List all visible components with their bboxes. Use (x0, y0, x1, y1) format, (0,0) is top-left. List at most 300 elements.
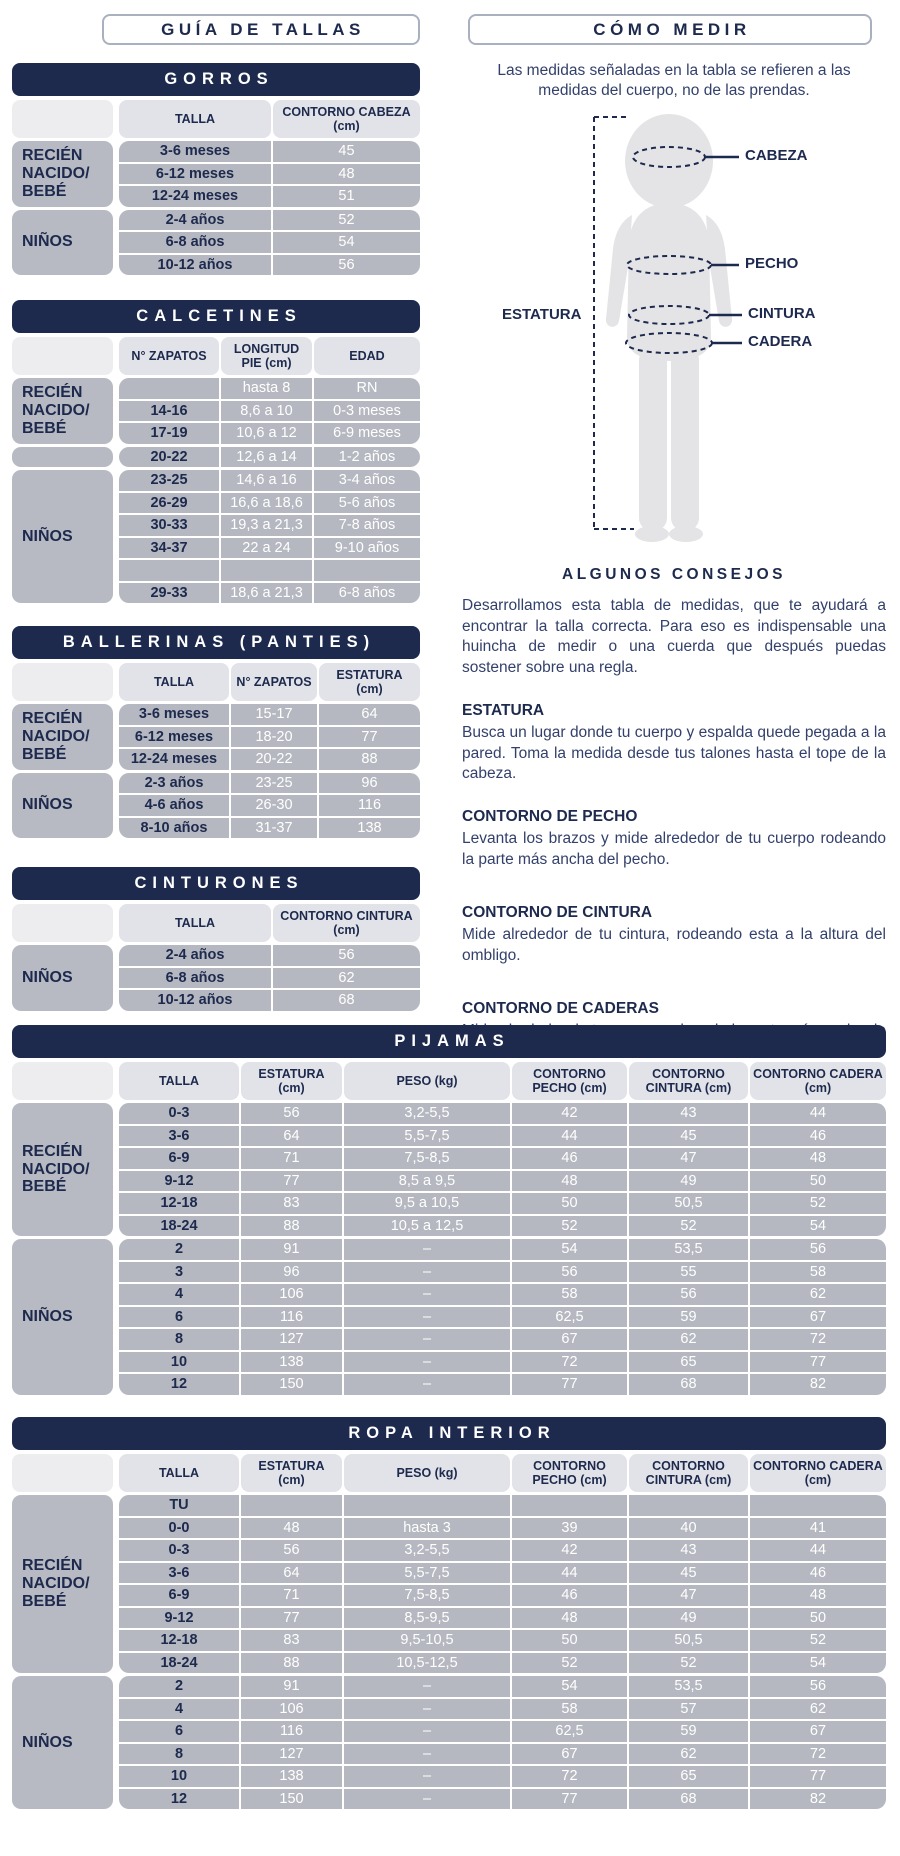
table-cell: 17-19 (119, 423, 219, 444)
table-header-cells (119, 337, 420, 375)
table-cell: 3 (119, 1262, 239, 1283)
table-group (12, 210, 420, 276)
table-cell: 48 (750, 1585, 886, 1606)
table-cell (119, 560, 219, 581)
table-cell: 64 (241, 1126, 342, 1147)
table-header-row (12, 337, 420, 375)
table-cell: 82 (750, 1789, 886, 1810)
table-cell: 65 (629, 1766, 748, 1787)
table-cell: 67 (512, 1744, 627, 1765)
table-cell: 5,5-7,5 (344, 1563, 510, 1584)
table-header-empty (12, 1454, 113, 1492)
table-cell: 45 (629, 1126, 748, 1147)
cinturones-title-bar: CINTURONES (12, 867, 420, 900)
table-cell: 47 (629, 1148, 748, 1169)
table-cell: 58 (750, 1262, 886, 1283)
group-label: NIÑOS (12, 210, 113, 276)
column-header: PESO (kg) (344, 1454, 510, 1492)
table-cell: 68 (273, 990, 420, 1011)
table-cell: 0-3 (119, 1540, 239, 1561)
group-data (119, 1103, 886, 1236)
table-header-row (12, 904, 420, 942)
table-cell: 58 (512, 1284, 627, 1305)
table-header-cells (119, 1062, 886, 1100)
table-cell: 9,5-10,5 (344, 1630, 510, 1651)
table-cell: – (344, 1374, 510, 1395)
calcetines-title-bar: CALCETINES (12, 300, 420, 333)
table-cell: 44 (750, 1540, 886, 1561)
column-header: CONTORNO CINTURA (cm) (629, 1454, 748, 1492)
table-cell: – (344, 1262, 510, 1283)
table-cell: 77 (750, 1766, 886, 1787)
table-header-empty (12, 904, 113, 942)
table-cell: 8 (119, 1744, 239, 1765)
table-cell: 56 (629, 1284, 748, 1305)
table-header-empty (12, 100, 113, 138)
como-medir-title-text: CÓMO MEDIR (593, 19, 751, 39)
table-cell: 77 (241, 1171, 342, 1192)
table-cell: 10-12 años (119, 255, 271, 276)
table-cell: 18-24 (119, 1216, 239, 1237)
table-group (12, 1239, 886, 1395)
table-cell: 48 (273, 164, 420, 185)
table-cell: 46 (512, 1585, 627, 1606)
table-cell: 6-9 (119, 1585, 239, 1606)
table-header-cells (119, 1454, 886, 1492)
table-cell: 96 (319, 773, 420, 794)
column-header: CONTORNO PECHO (cm) (512, 1062, 627, 1100)
table-cell: 116 (241, 1721, 342, 1742)
table-cell: 52 (273, 210, 420, 231)
table-cell: 4 (119, 1699, 239, 1720)
table-cell: 10 (119, 1352, 239, 1373)
column-header: TALLA (119, 1062, 239, 1100)
group-label: NIÑOS (12, 1239, 113, 1395)
table-cell: 54 (273, 232, 420, 253)
table-group (12, 1495, 886, 1673)
pijamas-title-bar: PIJAMAS (12, 1025, 886, 1058)
table-cell: 12 (119, 1374, 239, 1395)
table-cell: 26-30 (231, 795, 317, 816)
table-cell: 44 (512, 1563, 627, 1584)
table-cell: 72 (512, 1352, 627, 1373)
table-group (12, 1676, 886, 1809)
table-cell (119, 378, 219, 399)
table-cell: hasta 3 (344, 1518, 510, 1539)
table-cell: 43 (629, 1540, 748, 1561)
table-cell: 26-29 (119, 493, 219, 514)
table-cell: 91 (241, 1676, 342, 1697)
table-cell: 9,5 a 10,5 (344, 1193, 510, 1214)
column-header: PESO (kg) (344, 1062, 510, 1100)
table-group (12, 141, 420, 207)
table-cell: RN (314, 378, 420, 399)
table-cell: 51 (273, 186, 420, 207)
group-data (119, 945, 420, 1011)
page-title (102, 14, 420, 45)
column-header: N° ZAPATOS (231, 663, 317, 701)
table-cell (344, 1495, 510, 1516)
table-group (12, 470, 420, 603)
table-group (12, 773, 420, 839)
table-cell: 56 (750, 1239, 886, 1260)
table-cell: 53,5 (629, 1239, 748, 1260)
column-header: CONTORNO CADERA (cm) (750, 1454, 886, 1492)
table-header-empty (12, 1062, 113, 1100)
table-cell: 52 (750, 1630, 886, 1651)
table-cell: 67 (750, 1721, 886, 1742)
column-header: EDAD (314, 337, 420, 375)
table-cell: 6 (119, 1721, 239, 1742)
table-cell: 0-3 (119, 1103, 239, 1124)
cadera-label: CADERA (748, 333, 813, 351)
como-medir-title (468, 14, 872, 45)
table-cell: 8,6 a 10 (221, 401, 312, 422)
column-header: LONGITUD PIE (cm) (221, 337, 312, 375)
section-heading: CONTORNO DE PECHO (462, 808, 638, 826)
column-header: TALLA (119, 904, 271, 942)
table-cell: 83 (241, 1193, 342, 1214)
table-cell: 52 (512, 1653, 627, 1674)
table-header-cells (119, 904, 420, 942)
table-cell: 6-8 años (314, 583, 420, 604)
table-cell: 150 (241, 1789, 342, 1810)
table-cell: 6-12 meses (119, 727, 229, 748)
table-cell: 8,5 a 9,5 (344, 1171, 510, 1192)
table-cell: hasta 8 (221, 378, 312, 399)
column-header: ESTATURA (cm) (319, 663, 420, 701)
table-cell: 8-10 años (119, 818, 229, 839)
ropa-title-bar: ROPA INTERIOR (12, 1417, 886, 1450)
section-text: Busca un lugar donde tu cuerpo y espalda quede pegada a la pared. Toma la medida desde tus talones hasta el tope de la cabeza. (462, 724, 886, 782)
table-cell: 77 (319, 727, 420, 748)
column-header: CONTORNO CINTURA (cm) (629, 1062, 748, 1100)
group-label (12, 447, 113, 468)
table-cell: 3,2-5,5 (344, 1103, 510, 1124)
table-cell: 34-37 (119, 538, 219, 559)
table-header-row (12, 1062, 886, 1100)
table-cell: 83 (241, 1630, 342, 1651)
table-cell: – (344, 1329, 510, 1350)
table-cell: – (344, 1744, 510, 1765)
como-medir-panel (462, 14, 886, 1062)
table-cell: – (344, 1766, 510, 1787)
table-cell: 18-20 (231, 727, 317, 748)
table-cell: 127 (241, 1329, 342, 1350)
table-cell: 88 (241, 1216, 342, 1237)
group-label: RECIÉN NACIDO/ BEBÉ (12, 378, 113, 444)
table-cell: 29-33 (119, 583, 219, 604)
group-label: RECIÉN NACIDO/ BEBÉ (12, 141, 113, 207)
table-cell: 62,5 (512, 1307, 627, 1328)
table-cell: 56 (241, 1540, 342, 1561)
table-cell: 68 (629, 1374, 748, 1395)
cinturones-table (12, 867, 420, 1011)
table-cell: 3-6 meses (119, 704, 229, 725)
group-label: RECIÉN NACIDO/ BEBÉ (12, 704, 113, 770)
table-cell: 72 (512, 1766, 627, 1787)
table-cell: 12-24 meses (119, 749, 229, 770)
table-cell: 4-6 años (119, 795, 229, 816)
table-cell: 116 (241, 1307, 342, 1328)
group-data (119, 1495, 886, 1673)
table-cell: 59 (629, 1721, 748, 1742)
consejos-title: ALGUNOS CONSEJOS (562, 566, 786, 584)
gorros-title-bar: GORROS (12, 63, 420, 96)
table-cell (221, 560, 312, 581)
table-cell: 62 (273, 968, 420, 989)
table-cell: 7-8 años (314, 515, 420, 536)
table-cell: 56 (273, 945, 420, 966)
table-cell: 12-18 (119, 1193, 239, 1214)
table-cell: 6-9 meses (314, 423, 420, 444)
table-cell: 12-24 meses (119, 186, 271, 207)
table-cell: 52 (750, 1193, 886, 1214)
table-cell: – (344, 1352, 510, 1373)
table-cell: 23-25 (119, 470, 219, 491)
table-cell: – (344, 1789, 510, 1810)
table-group (12, 945, 420, 1011)
ballerinas-table (12, 626, 420, 838)
table-cell: 49 (629, 1171, 748, 1192)
table-cell: 71 (241, 1148, 342, 1169)
table-group (12, 378, 420, 444)
page-title-text: GUÍA DE TALLAS (161, 19, 365, 39)
column-header: ESTATURA (cm) (241, 1454, 342, 1492)
table-cell: 88 (319, 749, 420, 770)
table-cell: 2-4 años (119, 210, 271, 231)
table-cell: 67 (512, 1329, 627, 1350)
table-cell (241, 1495, 342, 1516)
column-header: TALLA (119, 1454, 239, 1492)
child-silhouette-illustration (462, 109, 886, 556)
table-cell: 3-6 meses (119, 141, 271, 162)
group-label: RECIÉN NACIDO/ BEBÉ (12, 1103, 113, 1236)
table-cell: 50 (750, 1171, 886, 1192)
table-cell: 3-6 (119, 1563, 239, 1584)
como-medir-intro: Las medidas señaladas en la tabla se refieren a las medidas del cuerpo, no de las prendas. (497, 62, 851, 100)
table-cell: 6-12 meses (119, 164, 271, 185)
table-cell: 45 (629, 1563, 748, 1584)
table-cell: 54 (512, 1239, 627, 1260)
table-cell: 52 (512, 1216, 627, 1237)
table-cell: 62 (629, 1744, 748, 1765)
table-cell: 138 (319, 818, 420, 839)
section-heading: CONTORNO DE CINTURA (462, 904, 653, 922)
cintura-label: CINTURA (748, 305, 816, 323)
table-cell: 50 (512, 1193, 627, 1214)
table-cell: 72 (750, 1744, 886, 1765)
group-data (119, 1676, 886, 1809)
table-cell: 48 (512, 1608, 627, 1629)
table-cell: 9-12 (119, 1171, 239, 1192)
table-cell: 18-24 (119, 1653, 239, 1674)
table-cell: 8,5-9,5 (344, 1608, 510, 1629)
contorno-cintura-section (462, 904, 886, 966)
table-cell: 138 (241, 1352, 342, 1373)
pijamas-table (12, 1025, 886, 1395)
table-cell: 6 (119, 1307, 239, 1328)
table-cell: 14-16 (119, 401, 219, 422)
table-cell: 150 (241, 1374, 342, 1395)
body-measure-figure (462, 109, 886, 556)
table-cell: 56 (241, 1103, 342, 1124)
group-data (119, 141, 420, 207)
column-header: TALLA (119, 100, 271, 138)
table-cell: 44 (750, 1103, 886, 1124)
table-cell: 58 (512, 1699, 627, 1720)
table-cell: 64 (241, 1563, 342, 1584)
table-cell: 57 (629, 1699, 748, 1720)
table-cell (512, 1495, 627, 1516)
table-cell: 50,5 (629, 1630, 748, 1651)
table-cell: 116 (319, 795, 420, 816)
table-header-empty (12, 337, 113, 375)
table-cell: 2 (119, 1239, 239, 1260)
gorros-table (12, 63, 420, 275)
table-cell: 20-22 (231, 749, 317, 770)
table-cell: 6-8 años (119, 968, 271, 989)
table-cell: 31-37 (231, 818, 317, 839)
table-cell: 54 (750, 1653, 886, 1674)
table-cell: 48 (512, 1171, 627, 1192)
table-header-empty (12, 663, 113, 701)
table-cell: 2-3 años (119, 773, 229, 794)
table-cell: 56 (273, 255, 420, 276)
table-cell: 106 (241, 1284, 342, 1305)
table-cell (750, 1495, 886, 1516)
group-data (119, 704, 420, 770)
group-label: NIÑOS (12, 773, 113, 839)
table-group (12, 447, 420, 468)
table-cell: 19,3 a 21,3 (221, 515, 312, 536)
table-cell: 45 (273, 141, 420, 162)
table-cell: 77 (241, 1608, 342, 1629)
table-cell: 6-8 años (119, 232, 271, 253)
table-group (12, 704, 420, 770)
pecho-label: PECHO (745, 255, 799, 273)
table-cell: – (344, 1284, 510, 1305)
table-cell: 54 (750, 1216, 886, 1237)
column-header: CONTORNO CINTURA (cm) (273, 904, 420, 942)
table-cell: 46 (750, 1126, 886, 1147)
table-cell: 56 (750, 1676, 886, 1697)
table-cell: 138 (241, 1766, 342, 1787)
table-cell (629, 1495, 748, 1516)
table-cell: 56 (512, 1262, 627, 1283)
table-cell: 65 (629, 1352, 748, 1373)
table-cell: 15-17 (231, 704, 317, 725)
table-cell: 77 (750, 1352, 886, 1373)
section-text: Mide alrededor de tu cintura, rodeando esta a la altura del ombligo. (462, 926, 886, 964)
table-cell: 10,5 a 12,5 (344, 1216, 510, 1237)
table-cell: 10,5-12,5 (344, 1653, 510, 1674)
group-data (119, 773, 420, 839)
table-cell: 39 (512, 1518, 627, 1539)
calcetines-table (12, 300, 420, 603)
table-cell: 62,5 (512, 1721, 627, 1742)
table-cell: 5-6 años (314, 493, 420, 514)
column-header: CONTORNO CABEZA (cm) (273, 100, 420, 138)
table-header-cells (119, 100, 420, 138)
group-data (119, 447, 420, 468)
table-cell: 7,5-8,5 (344, 1148, 510, 1169)
contorno-pecho-section (462, 808, 886, 870)
section-heading: CONTORNO DE CADERAS (462, 1000, 659, 1018)
table-cell: 0-0 (119, 1518, 239, 1539)
table-cell: 16,6 a 18,6 (221, 493, 312, 514)
table-cell: 9-10 años (314, 538, 420, 559)
table-cell: 52 (629, 1216, 748, 1237)
table-cell: 22 a 24 (221, 538, 312, 559)
table-cell (314, 560, 420, 581)
table-cell: 6-9 (119, 1148, 239, 1169)
table-cell: 54 (512, 1676, 627, 1697)
table-cell: 77 (512, 1789, 627, 1810)
table-cell: 8 (119, 1329, 239, 1350)
ropa-interior-table (12, 1417, 886, 1809)
table-cell: 48 (750, 1148, 886, 1169)
table-cell: 30-33 (119, 515, 219, 536)
table-cell: 62 (629, 1329, 748, 1350)
table-cell: 5,5-7,5 (344, 1126, 510, 1147)
table-cell: 2-4 años (119, 945, 271, 966)
table-cell: 3,2-5,5 (344, 1540, 510, 1561)
table-cell: 10 (119, 1766, 239, 1787)
ballerinas-title-bar: BALLERINAS (PANTIES) (12, 626, 420, 659)
table-cell: – (344, 1699, 510, 1720)
column-header: CONTORNO CADERA (cm) (750, 1062, 886, 1100)
table-cell: – (344, 1307, 510, 1328)
table-cell: 2 (119, 1676, 239, 1697)
table-cell: 7,5-8,5 (344, 1585, 510, 1606)
consejos-text: Desarrollamos esta tabla de medidas, que te ayudará a encontrar la talla correcta. Para eso es indispensable una huincha de medir o una cuerda que después puedas sostener sobre una regla. (462, 597, 886, 676)
table-cell: 50 (512, 1630, 627, 1651)
table-cell: 3-6 (119, 1126, 239, 1147)
table-cell: 50 (750, 1608, 886, 1629)
group-data (119, 470, 420, 603)
table-header-cells (119, 663, 420, 701)
group-label: NIÑOS (12, 945, 113, 1011)
table-cell: 12 (119, 1789, 239, 1810)
table-cell: 10-12 años (119, 990, 271, 1011)
table-cell: 48 (241, 1518, 342, 1539)
table-cell: 49 (629, 1608, 748, 1629)
group-label: RECIÉN NACIDO/ BEBÉ (12, 1495, 113, 1673)
table-cell: 62 (750, 1699, 886, 1720)
table-cell: – (344, 1721, 510, 1742)
table-cell: 43 (629, 1103, 748, 1124)
table-cell: 55 (629, 1262, 748, 1283)
group-label: NIÑOS (12, 470, 113, 603)
table-group (12, 1103, 886, 1236)
table-cell: 46 (512, 1148, 627, 1169)
table-header-row (12, 100, 420, 138)
table-cell: – (344, 1239, 510, 1260)
cabeza-label: CABEZA (745, 147, 808, 165)
table-header-row (12, 1454, 886, 1492)
table-cell: 106 (241, 1699, 342, 1720)
table-cell: 12-18 (119, 1630, 239, 1651)
group-data (119, 378, 420, 444)
size-tables-column (12, 14, 420, 1011)
table-header-row (12, 663, 420, 701)
table-cell: 96 (241, 1262, 342, 1283)
table-cell: 12,6 a 14 (221, 447, 312, 468)
table-cell: 40 (629, 1518, 748, 1539)
table-cell: 10,6 a 12 (221, 423, 312, 444)
table-cell: 0-3 meses (314, 401, 420, 422)
